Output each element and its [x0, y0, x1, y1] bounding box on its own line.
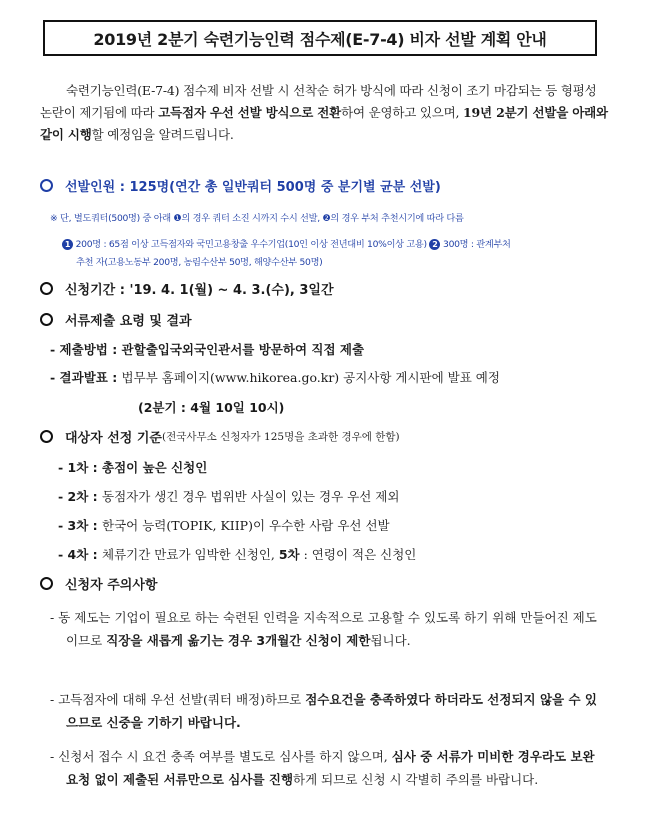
section-bullet-icon [40, 179, 53, 192]
intro-text-2: 하여 운영하고 있으며, [341, 105, 464, 120]
submission-result [50, 368, 500, 386]
selection-item-line [62, 236, 511, 250]
result-date-text: (2분기 : 4월 10일 10시) [138, 400, 285, 415]
selection-heading: 선발인원 : 125명(연간 총 일반쿼터 500명 중 분기별 균분 선발) [65, 180, 441, 195]
criteria-heading: 대상자 선정 기준 [65, 431, 162, 446]
criteria-round-4 [58, 545, 416, 563]
criteria-heading-note: (전국사무소 신청자가 125명을 초과한 경우에 한함) [161, 431, 400, 443]
result-label: - 결과발표 : [50, 370, 122, 385]
caution-2: - 고득점자에 대해 우선 선발(쿼터 배정)하므로 점수요건을 충족하였다 하더라도 선정되지 않을 수 있으므로 신중을 기하기 바랍니다. [50, 692, 597, 730]
section-bullet-icon [40, 282, 53, 295]
r3-label: - 3차 : [58, 518, 103, 533]
section-submission [40, 310, 192, 329]
r2-label: - 2차 : [58, 489, 103, 504]
selection-item-2-cont: 추천 자(고용노동부 200명, 농림수산부 50명, 해양수산부 50명) [76, 257, 323, 268]
period-heading: 신청기간 : '19. 4. 1(월) ~ 4. 3.(수), 3일간 [65, 283, 334, 298]
r4-value: 체류기간 만료가 임박한 신청인, [102, 547, 279, 562]
document-title [43, 20, 597, 56]
intro-paragraph [40, 80, 610, 146]
r1-value: 총점이 높은 신청인 [102, 460, 208, 475]
r3-value: 한국어 능력(TOPIK, KIIP)이 우수한 사람 우선 선발 [102, 518, 390, 533]
result-date [138, 398, 284, 416]
method-label: - 제출방법 : [50, 342, 122, 357]
caution-1-bold: 직장을 새롭게 옮기는 경우 3개월간 신청이 제한 [106, 633, 371, 648]
caution-3-end: 하게 되므로 신청 시 각별히 주의를 바랍니다. [293, 772, 539, 787]
section-bullet-icon [40, 577, 53, 590]
r5-value: : 연령이 적은 신청인 [299, 547, 417, 562]
caution-2-text: 고득점자에 대해 우선 선발(쿼터 배정)하므로 [58, 692, 306, 707]
intro-bold-2: 19년 2분기 선발을 아래와 같이 시행 [40, 105, 608, 142]
document-title-text: 2019년 2분기 숙련기능인력 점수제(E-7-4) 비자 선발 계획 안내 [93, 29, 547, 49]
number-1-icon: 1 [62, 239, 73, 250]
intro-text-3: 할 예정임을 알려드립니다. [91, 127, 234, 142]
number-2-icon: 2 [429, 239, 440, 250]
section-cautions [40, 574, 157, 593]
selection-note: ※ 단, 별도쿼터(500명) 중 아래 ❶의 경우 쿼터 소진 시까지 수시 선발, ❷의 경우 부처 추천시기에 따라 다름 [50, 213, 464, 224]
section-period [40, 279, 334, 298]
submission-method [50, 340, 364, 358]
r5-label: 5차 [278, 547, 300, 562]
caution-3: - 신청서 접수 시 요건 충족 여부를 별도로 심사를 하지 않으며, 심사 중 서류가 미비한 경우라도 보완요청 없이 제출된 서류만으로 심사를 진행하게 되므로 신청 시 각별히 주의를 바랍니다. [50, 749, 595, 787]
criteria-round-1 [58, 458, 207, 476]
intro-bold-1: 고득점자 우선 선발 방식으로 전환 [158, 105, 342, 120]
caution-3-text: 신청서 접수 시 요건 충족 여부를 별도로 심사를 하지 않으며, [58, 749, 392, 764]
submission-heading: 서류제출 요령 및 결과 [65, 314, 192, 329]
r2-value: 동점자가 생긴 경우 법위반 사실이 있는 경우 우선 제외 [102, 489, 400, 504]
criteria-round-3 [58, 516, 390, 534]
r1-label: - 1차 : [58, 460, 103, 475]
result-value: 법무부 홈페이지(www.hikorea.go.kr) 공지사항 게시판에 발표 예정 [121, 370, 500, 385]
caution-1: - 동 제도는 기업이 필요로 하는 숙련된 인력을 지속적으로 고용할 수 있도록 하기 위해 만들어진 제도이므로 직장을 새롭게 옮기는 경우 3개월간 신청이 제한됩니다. [50, 610, 597, 648]
section-bullet-icon [40, 430, 53, 443]
selection-item-2: 300명 : 관계부처 [443, 239, 511, 250]
intro-text-1: 숙련기능인력(E-7-4) 점수제 비자 선발 시 선착순 허가 방식에 따라 신청이 조기 마감되는 등 형평성 논란이 제기됨에 따라 [40, 83, 597, 120]
section-selection [40, 176, 441, 195]
criteria-round-2 [58, 487, 399, 505]
section-criteria [40, 427, 400, 446]
selection-item-1: 200명 : 65점 이상 고득점자와 국민고용창출 우수기업(10인 이상 전년대비 10%이상 고용) [75, 239, 427, 250]
caution-2-bold: 점수요건을 충족하였다 하더라도 선정되지 않을 수 있으므로 신중을 기하기 바랍니다. [66, 692, 597, 730]
cautions-heading: 신청자 주의사항 [65, 578, 158, 593]
caution-3-bold: 심사 중 서류가 미비한 경우라도 보완요청 없이 제출된 서류만으로 심사를 진행 [66, 749, 595, 787]
caution-1-end: 됩니다. [370, 633, 411, 648]
method-value: 관할출입국외국인관서를 방문하여 직접 제출 [121, 342, 365, 357]
section-bullet-icon [40, 313, 53, 326]
caution-1-text: 동 제도는 기업이 필요로 하는 숙련된 인력을 지속적으로 고용할 수 있도록 하기 위해 만들어진 제도이므로 [58, 610, 597, 648]
r4-label: - 4차 : [58, 547, 103, 562]
